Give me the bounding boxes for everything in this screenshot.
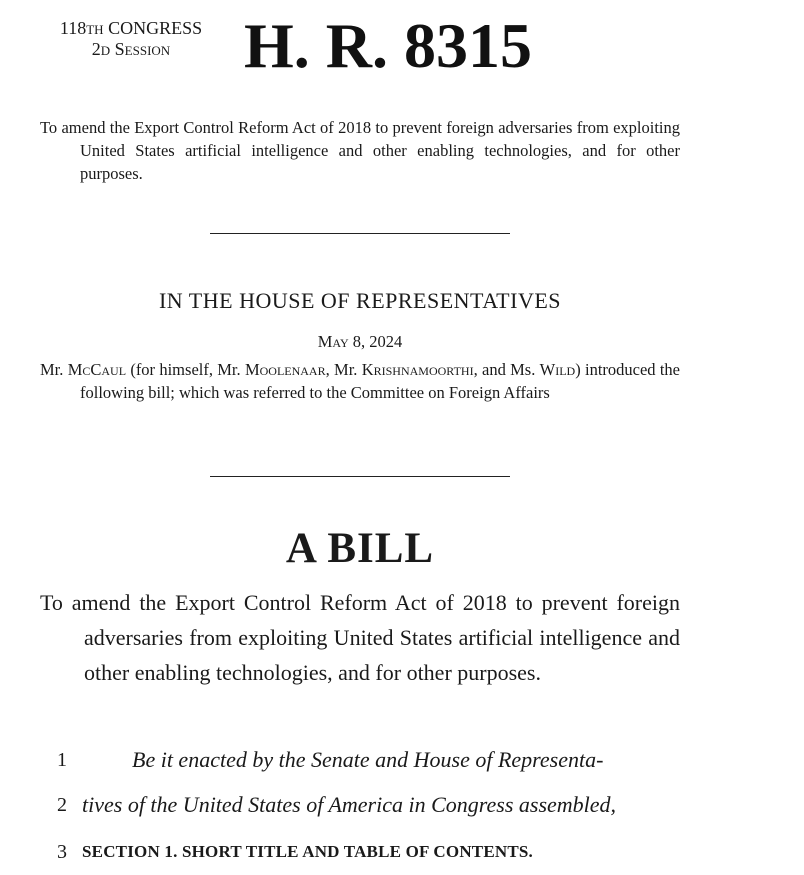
sponsor-name: McCaul [67,360,127,379]
bill-number: H. R. 8315 [244,10,532,81]
bill-purpose: To amend the Export Control Reform Act of 2018 to prevent foreign adversaries from exploiting United States artificial intelligence and other enabling technologies, and for other purposes. [40,590,680,685]
cosponsor-name: Wild [539,360,576,379]
session-line [40,39,222,60]
sponsor-text: ) introduced the following bill; which was referred to the Committee on Foreign Affairs [80,360,680,402]
sponsor-text: (for himself, Mr. [126,360,245,379]
divider-rule [210,476,510,477]
cosponsor-name: Moolenaar [244,360,326,379]
bill-line [40,745,680,783]
sponsors-paragraph [40,358,680,404]
bill-heading: A BILL [285,525,435,572]
session-word: Session [114,39,171,59]
congress-number: 118 [59,18,87,38]
bill-line [40,790,680,828]
sponsor-text: , and Ms. [473,360,540,379]
bill-line [40,837,680,875]
introduction-date: May 8, 2024 [317,332,403,351]
sponsor-text: , Mr. [325,360,362,379]
session-suffix: d [100,39,111,59]
congress-line [40,18,222,39]
cosponsor-name: Krishnamoorthi [361,360,474,379]
enacting-clause-line: Be it enacted by the Senate and House of Representa- [132,747,604,772]
chamber-heading: IN THE HOUSE OF REPRESENTATIVES [158,288,561,313]
session-number: 2 [91,39,101,59]
line-number: 1 [57,749,67,771]
section-heading: SECTION 1. SHORT TITLE AND TABLE OF CONTENTS. [82,842,534,861]
divider-rule [210,233,510,234]
enacting-clause-line: tives of the United States of America in Congress assembled, [82,792,617,817]
congress-suffix: th [86,18,104,38]
congress-word: CONGRESS [108,18,203,38]
sponsor-text: Mr. [40,360,68,379]
congress-session-label [40,18,222,60]
line-number: 3 [57,841,67,863]
purpose-summary: To amend the Export Control Reform Act of 2018 to prevent foreign adversaries from exploiting United States artificial intelligence and other enabling technologies, and for other purposes. [40,118,680,183]
line-number: 2 [57,794,67,816]
